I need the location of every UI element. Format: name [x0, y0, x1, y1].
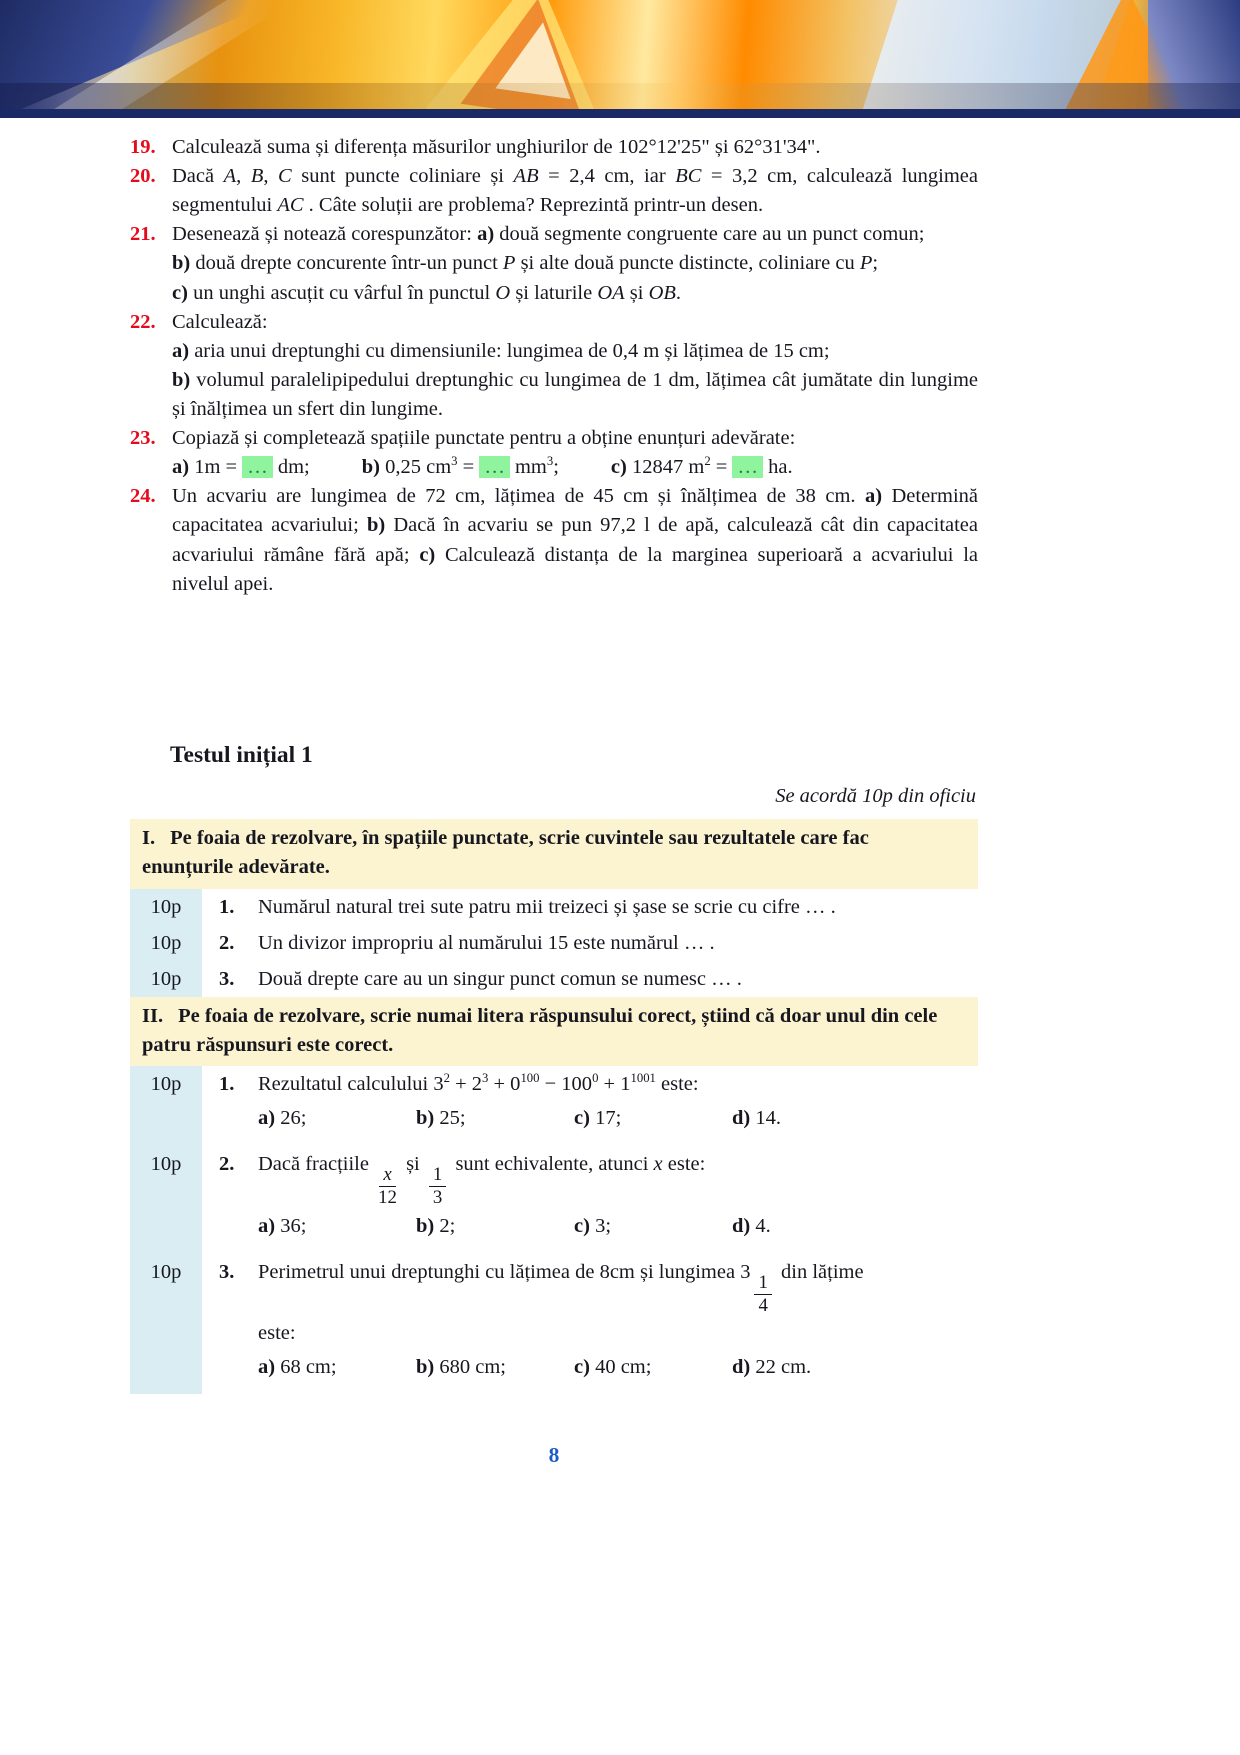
answer-option: a) 26;: [258, 1107, 307, 1130]
text-line: a) 1m = … dm; b) 0,25 $cm^3$ = … $mm^3$; c) 12847 $m^2$ = … ha.: [172, 454, 793, 479]
answer-options: [258, 1353, 974, 1382]
problem-text: [172, 133, 978, 162]
item-text: [258, 889, 978, 925]
problem-item: [130, 162, 978, 220]
text-line: Un acvariu are lungimea de 72 cm, lățimea de 45 cm și înălțimea de 38 cm. a) Determină capacitatea acvariului; b) Dacă în acvariu se pun 97,2 l de apă, calculează cât din capacitatea acvariului rămâne fără apă; c) Calculează distanța de la marginea superioară a acvariului la nivelul apei.: [172, 485, 979, 595]
fraction: $\frac{1}{4}$: [754, 1273, 771, 1316]
test-title: Testul inițial 1: [170, 741, 313, 768]
test-item: [130, 1254, 978, 1394]
problem-number: 21.: [130, 223, 156, 246]
problem-number: 20.: [130, 165, 156, 188]
test-item: [130, 889, 978, 925]
answer-option: b) 680 cm;: [416, 1355, 506, 1378]
header-artwork: [0, 0, 1240, 118]
text-line: Calculează:: [172, 310, 268, 333]
text-line: este:: [258, 1321, 296, 1344]
problem-list: [130, 133, 978, 599]
section-roman-numeral: II.: [142, 1004, 164, 1027]
answer-blank-highlight: …: [479, 456, 510, 478]
text-line: Numărul natural trei sute patru mii treizeci și șase se scrie cu cifre … .: [258, 895, 836, 918]
text-line: Dacă A, B, C sunt puncte coliniare și AB = 2,4 cm, iar BC = 3,2 cm, calculează lungimea segmentului AC . Câte soluții are problema? Reprezintă printr-un desen.: [172, 165, 979, 217]
answer-option: d) 4.: [732, 1215, 771, 1238]
item-number: 2.: [219, 931, 235, 954]
text-line: b) volumul paralelipipedului dreptunghic cu lungimea de 1 dm, lățimea cât jumătate din lungime și înălțimea un sfert din lungime.: [172, 368, 978, 420]
section-items: [130, 889, 978, 997]
header-shadow-band: [0, 83, 1240, 109]
answer-option: c) 17;: [574, 1107, 622, 1130]
problem-text: [172, 308, 978, 424]
text-line: b) două drepte concurente într-un punct P și alte două puncte distincte, coliniare cu P;: [172, 252, 879, 275]
test-item: [130, 1146, 978, 1254]
problem-item: [130, 308, 978, 424]
item-number: 1.: [219, 895, 235, 918]
text-line: Copiază și completează spațiile punctate pentru a obține enunțuri adevărate:: [172, 427, 796, 450]
answer-option: b) 25;: [416, 1107, 466, 1130]
answer-option: a) 68 cm;: [258, 1355, 337, 1378]
test-item: [130, 925, 978, 961]
item-points: 10p: [130, 1146, 202, 1254]
answer-option: d) 22 cm.: [732, 1355, 812, 1378]
answer-options: [258, 1212, 974, 1241]
section-instruction: Pe foaia de rezolvare, scrie numai litera răspunsului corect, știind că doar unul din cele patru răspunsuri este corect.: [142, 1004, 938, 1056]
answer-option: b) 2;: [416, 1215, 456, 1238]
page-number: 8: [548, 1442, 560, 1467]
item-points: 10p: [130, 889, 202, 925]
item-text: [258, 961, 978, 997]
answer-blank-highlight: …: [242, 456, 273, 478]
item-text: [258, 1254, 978, 1394]
section-items: [130, 1066, 978, 1393]
answer-options: [258, 1104, 974, 1133]
problem-item: [130, 220, 978, 307]
test-sections: [130, 819, 978, 1394]
problem-item: [130, 133, 978, 162]
item-number: 3.: [219, 1260, 235, 1283]
section-header: [130, 997, 978, 1066]
problem-number: 23.: [130, 427, 156, 450]
text-line: Rezultatul calculului $3^2 + 2^3 + 0^{100} - 100^0 + 1^{1001}$ este:: [258, 1071, 699, 1096]
section-header: [130, 819, 978, 888]
problem-text: [172, 220, 978, 307]
text-line: c) un unghi ascuțit cu vârful în punctul O și laturile OA și OB.: [172, 281, 682, 304]
text-line: Dacă fracțiile $\frac{x}{12}$ și $\frac{1}{3}$ sunt echivalente, atunci x este:: [258, 1152, 706, 1208]
problem-item: [130, 482, 978, 598]
text-line: Două drepte care au un singur punct comun se numesc … .: [258, 967, 742, 990]
test-item: [130, 1066, 978, 1145]
fraction: $\frac{x}{12}$: [378, 1163, 397, 1208]
problem-number: 24.: [130, 485, 156, 508]
problem-text: [172, 424, 978, 482]
item-number: 1.: [219, 1073, 235, 1096]
answer-blank-highlight: …: [732, 456, 763, 478]
item-number: 3.: [219, 967, 235, 990]
text-line: Calculează suma și diferența măsurilor unghiurilor de 102°12'25" și 62°31'34".: [172, 136, 821, 158]
office-note: Se acordă 10p din oficiu: [775, 785, 976, 808]
answer-option: d) 14.: [732, 1107, 781, 1130]
problem-text: [172, 482, 978, 598]
text-line: Desenează și notează corespunzător: a) două segmente congruente care au un punct comun;: [172, 223, 925, 246]
item-points: 10p: [130, 925, 202, 961]
text-line: Perimetrul unui dreptunghi cu lățimea de 8cm și lungimea 3 $\frac{1}{4}$ din lățime: [258, 1260, 864, 1316]
header-divider: [0, 109, 1240, 118]
problem-number: 19.: [130, 136, 156, 158]
test-item: [130, 961, 978, 997]
fraction: $\frac{1}{3}$: [429, 1165, 446, 1208]
item-number: 2.: [219, 1152, 235, 1175]
page-content: [130, 133, 978, 1470]
section-instruction: Pe foaia de rezolvare, în spațiile punctate, scrie cuvintele sau rezultatele care fac enunțurile adevărate.: [142, 827, 869, 878]
answer-option: a) 36;: [258, 1215, 307, 1238]
item-points: 10p: [130, 1254, 202, 1394]
text-line: a) aria unui dreptunghi cu dimensiunile: lungimea de 0,4 m și lățimea de 15 cm;: [172, 339, 830, 362]
item-text: [258, 1146, 978, 1254]
answer-option: c) 40 cm;: [574, 1355, 652, 1378]
answer-option: c) 3;: [574, 1215, 612, 1238]
item-points: 10p: [130, 1066, 202, 1145]
item-text: [258, 925, 978, 961]
text-line: Un divizor impropriu al numărului 15 este numărul … .: [258, 931, 715, 954]
problem-text: [172, 162, 978, 220]
item-text: [258, 1066, 978, 1145]
test-block: [130, 739, 978, 1394]
problem-number: 22.: [130, 310, 156, 333]
problem-item: [130, 424, 978, 482]
section-roman-numeral: I.: [142, 827, 156, 850]
item-points: 10p: [130, 961, 202, 997]
